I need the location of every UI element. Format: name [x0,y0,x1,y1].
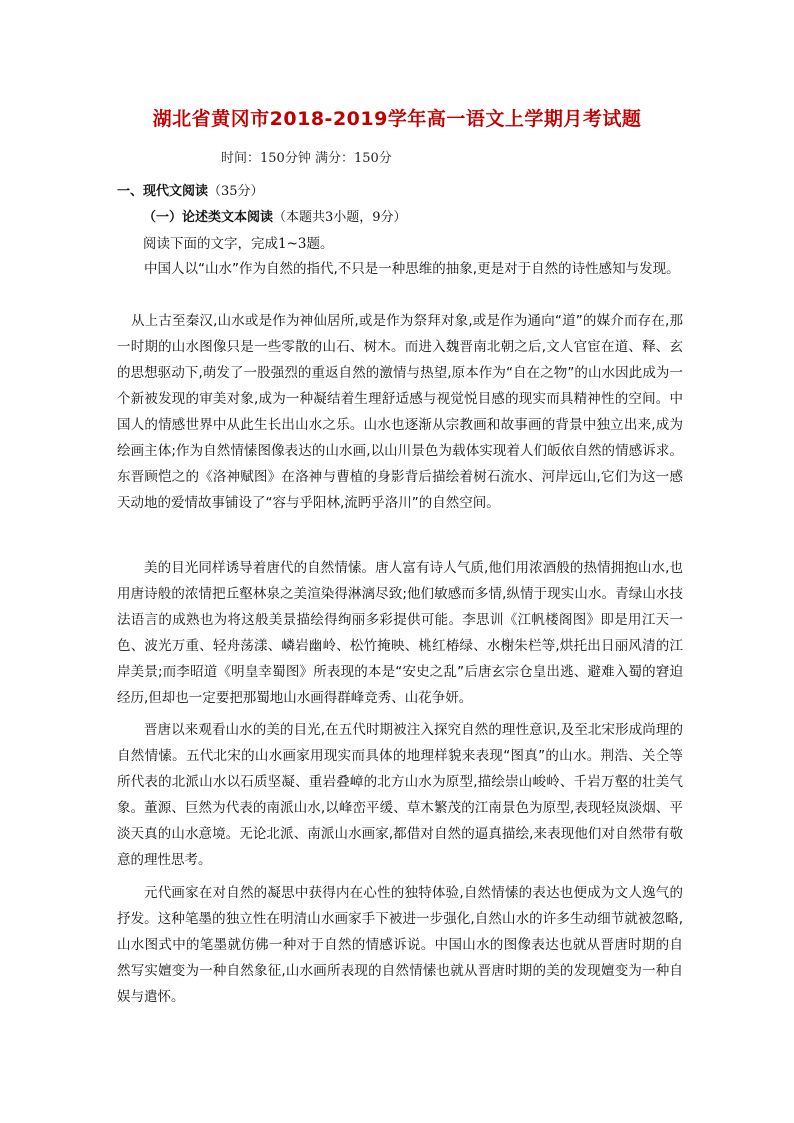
paragraph: 晋唐以来观看山水的美的目光,在五代时期被注入探究自然的理性意识,及至北宋形成尚理的自然情愫。五代北宋的山水画家用现实而具体的地理样貌来表现“图真”的山水。荆浩、关仝等所代表的北派山水以石质坚凝、重岩叠嶂的北方山水为原型,描绘崇山峻岭、千岩万壑的壮美气象。董源、巨然为代表的南派山水,以峰峦平缓、草木繁茂的江南景色为原型,表现轻岚淡烟、平淡天真的山水意境。无论北派、南派山水画家,都借对自然的逼真描绘,来表现他们对自然带有敬意的理性思考。 [117,722,683,868]
paragraph: 中国人以“山水”作为自然的指代,不只是一种思维的抽象,更是对于自然的诗性感知与发现。 [144,261,680,277]
section-points: （35分） [208,184,264,199]
reading-instruction: 阅读下面的文字，完成1~3题。 [143,236,334,252]
paragraph: 从上古至秦汉,山水或是作为神仙居所,或是作为祭拜对象,或是作为通向“道”的媒介而存在,那一时期的山水图像只是一些零散的山石、树木。而进入魏晋南北朝之后,文人官宦在道、释、玄的思想驱动下,萌发了一股强烈的重返自然的激情与热望,原本作为“自在之物”的山水因此成为一个新被发现的审美对象,成为一种凝结着生理舒适感与视觉悦目感的现实而具精神性的空间。中国人的情感世界中从此生长出山水之乐。山水也逐渐从宗教画和故事画的背景中独立出来,成为绘画主体;作为自然情愫图像表达的山水画,以山川景色为载体实现着人们皈依自然的情感诉求。东晋顾恺之的《洛神赋图》在洛神与曹植的身影背后描绘着树石流水、河岸远山,它们为这一感天动地的爱情故事铺设了“容与乎阳林,流眄乎洛川”的自然空间。 [117,313,683,511]
section-heading [117,180,264,199]
exam-info: 时间：150分钟 满分：150分 [221,151,392,166]
section-heading-label: 一、现代文阅读 [117,184,209,199]
paragraph: 元代画家在对自然的凝思中获得内在心性的独特体验,自然情愫的表达也便成为文人逸气的抒发。这种笔墨的独立性在明清山水画家手下被进一步强化,自然山水的许多生动细节就被忽略,山水图式中的笔墨就仿佛一种对于自然的情感诉说。中国山水的图像表达也就从晋唐时期的自然写实嬗变为一种自然象征,山水画所表现的自然情愫也就从晋唐时期的美的发现嬗变为一种自娱与遣怀。 [117,885,683,1005]
subsection-note: （本题共3小题，9分） [273,210,407,225]
paragraph: 美的目光同样诱导着唐代的自然情愫。唐人富有诗人气质,他们用浓酒般的热情拥抱山水,也用唐诗般的浓情把丘壑林泉之美渲染得淋漓尽致;他们敏感而多情,纵情于现实山水。青绿山水技法语言的成熟也为将这般美景描绘得绚丽多彩提供可能。李思训《江帆楼阁图》即是用江天一色、波光万重、轻舟荡漾、嶙岩幽岭、松竹掩映、桃红椿绿、水榭朱栏等,烘托出日丽风清的江岸美景;而李昭道《明皇幸蜀图》所表现的本是“安史之乱”后唐玄宗仓皇出逃、避难入蜀的窘迫经历,但却也一定要把那蜀地山水画得群峰竞秀、山花争妍。 [117,560,683,706]
subsection-heading [143,206,407,225]
page-title: 湖北省黄冈市2018-2019学年高一语文上学期月考试题 [152,108,642,130]
subsection-heading-label: （一）论述类文本阅读 [143,210,274,225]
